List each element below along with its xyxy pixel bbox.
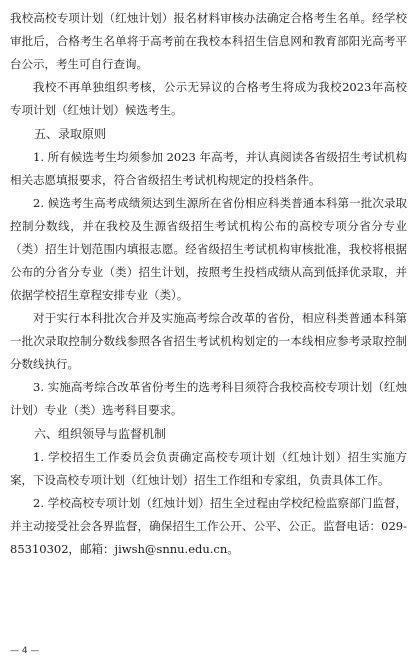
paragraph-rule-1: 1. 所有候选考生均须参加 2023 年高考，并认真阅读各省级招生考试机构相关志愿填报要求，符合省级招生考试机构规定的投档条件。 [10,150,407,187]
paragraph-review-method: 我校高校专项计划（红烛计划）报名材料审核办法确定合格考生名单。经学校审批后，合格考生名单将于高考前在我校本科招生信息网和教育部阳光高考平台公示，考生可自行查询。 [10,11,407,71]
section-heading-admission-principles: 五、录取原则 [34,127,107,141]
paragraph-candidate-status: 我校不再单独组织考核，公示无异议的合格考生将成为我校2023年高校专项计划（红烛计划）候选考生。 [10,80,407,117]
document-body [10,7,407,561]
paragraph-rule-3: 3. 实施高考综合改革省份考生的选考科目须符合我校高校专项计划（红烛计划）专业（类）选考科目要求。 [10,380,407,417]
section-heading-organization-supervision: 六、组织领导与监督机制 [34,427,167,441]
paragraph-org-2: 2. 学校高校专项计划（红烛计划）招生全过程由学校纪检监察部门监督，并主动接受社会各界监督，确保招生工作公开、公平、公正。监督电话：029-85310302，邮箱：jiwsh@snnu.edu.cn。 [10,496,407,556]
paragraph-org-1: 1. 学校招生工作委员会负责确定高校专项计划（红烛计划）招生实施方案，下设高校专项计划（红烛计划）招生工作组和专家组，负责具体工作。 [10,450,407,487]
paragraph-rule-2-supplement: 对于实行本科批次合并及实施高考综合改革的省份，相应科类普通本科第一批次录取控制分数线参照各省招生考试机构划定的一本线相应参考录取控制分数线执行。 [10,311,407,371]
page-number: — 4 — [10,646,40,656]
paragraph-rule-2: 2. 候选考生高考成绩须达到生源所在省份相应科类普通本科第一批次录取控制分数线，并在我校及生源省级招生考试机构公布的高校专项分省分专业（类）招生计划范围内填报志愿。经省级招生考试机构审核批准，我校将根据公布的分省分专业（类）招生计划，按照考生投档成绩从高到低择优录取，并依据学校招生章程安排专业（类）。 [10,196,407,302]
